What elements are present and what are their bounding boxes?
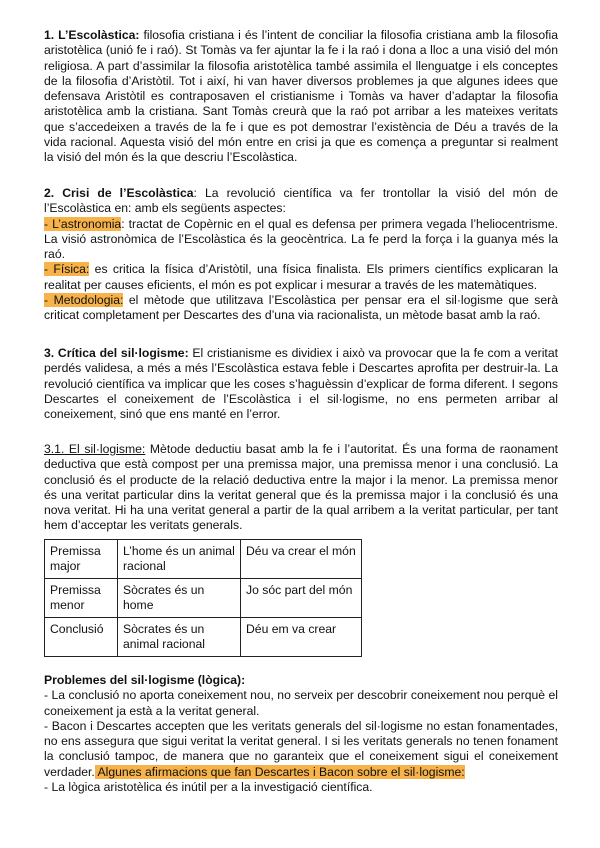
table-cell: Premissa major bbox=[45, 540, 118, 579]
item-text: : tractat de Copèrnic en el qual es defensa per primera vegada l’heliocentrisme. La visió astronòmica de l’Escolàstica és la geocèntrica. La fe perd la força i la guanya més la raó. bbox=[44, 216, 558, 262]
table-row bbox=[45, 540, 362, 579]
section-intro bbox=[44, 186, 558, 217]
item-text: es critica la física d’Aristòtil, una física finalista. Els primers científics explicaran la realitat per causes eficients, el món es pot explicar i mesurar a través de les matemàtiques. bbox=[44, 262, 558, 292]
table-cell: Jo sóc part del món bbox=[241, 579, 362, 618]
section-escolastica bbox=[44, 28, 558, 166]
list-item: - La conclusió no aporta coneixement nou, no serveix per descobrir coneixement nou perquè el coneixement ja està a la veritat general. bbox=[44, 688, 558, 718]
section-text: : La revolució científica va fer trontollar la visió del món de l’Escolàstica en: amb els següents aspectes: bbox=[44, 186, 558, 216]
section-title: 1. L’Escolàstica: bbox=[44, 28, 140, 42]
table-cell: Sòcrates és un animal racional bbox=[118, 618, 241, 657]
section-title: 2. Crisi de l’Escolàstica bbox=[44, 186, 194, 200]
section-sillogisme bbox=[44, 442, 558, 534]
section-title: 3. Crítica del sil·logisme: bbox=[44, 346, 189, 360]
table-cell: Conclusió bbox=[45, 618, 118, 657]
highlight-label: - Física: bbox=[44, 262, 90, 277]
section-text: Mètode deductiu basat amb la fe i l’autoritat. És una forma de raonament deductiva que està compost per una premissa major, una premissa menor i una conclusió. La conclusió és el producte de la relació deductiva entre la major i la menor. La premissa menor és una veritat particular dins la veritat general que és la premissa major i la conclusió és una nova veritat. Hi ha una veritat general a partir de la qual arribem a la veritat particular, per tant hem d’acceptar les veritats generals. bbox=[44, 442, 559, 533]
highlight-label: - Metodologia: bbox=[44, 293, 124, 308]
section-text: filosofia cristiana i és l’intent de conciliar la filosofia cristiana amb la filosofia aristotèlica (unió fe i raó). St Tomàs va fer ajuntar la fe i la raó i dona a lloc a una visió del món religiosa. A part d’assimilar la filosofia aristotèlica també assimila el llenguatge i els conceptes de la filosofia d’Aristòtil. Tot i així, hi van haver diversos problemes ja que algunes idees que defensava Aristòtil es contraposaven el cristianisme i Tomàs va haver d’adaptar la filosofia aristotèlica amb la cristiana. Sant Tomàs creurà que la raó pot arribar a les mateixes veritats que s’accedeixen a través de la fe i que es pot demostrar l’existència de Déu a través de la vida racional. Aquesta visió del món entre en crisi ja que es comença a preguntar si realment la visió del món és la que descriu l’Escolàstica. bbox=[44, 28, 558, 165]
table-cell: Sòcrates és un home bbox=[118, 579, 241, 618]
section-crisi bbox=[44, 186, 558, 324]
section-critica bbox=[44, 346, 558, 422]
list-item bbox=[44, 293, 558, 324]
section-title: Problemes del sil·logisme (lògica): bbox=[44, 673, 246, 687]
list-item bbox=[44, 719, 558, 780]
section-text: El cristianisme es dividiex i això va provocar que la fe com a veritat perdés validesa, a més a més l’Escolàstica estava feble i Descartes aprofita per destruir-la. La revolució científica va implicar que les coses s’haguèssin d’explicar de forma diferent. I segons Descartes el coneixement de l’Escolàstica i el sil·logisme, no ens permeten arribar al coneixement, sinó que ens manté en l’error. bbox=[44, 346, 558, 422]
table-row bbox=[45, 618, 362, 657]
list-item bbox=[44, 217, 558, 263]
table-cell: L’home és un animal racional bbox=[118, 540, 241, 579]
section-problems bbox=[44, 673, 558, 795]
table-cell: Premissa menor bbox=[45, 579, 118, 618]
table-cell: Déu em va crear bbox=[241, 618, 362, 657]
item-text: - Bacon i Descartes accepten que les veritats generals del sil·logisme no estan fonamentades, no ens assegura que sigui veritat la veritat general. I si les veritats generals no tenen fonament la conclusió tampoc, de manera que no garanteix que el coneixement sigui el coneixement verdader. bbox=[44, 718, 558, 779]
highlight-label: - L’astronomia bbox=[44, 216, 122, 231]
problems-title bbox=[44, 673, 558, 688]
list-item bbox=[44, 262, 558, 293]
highlight-text: Algunes afirmacions que fan Descartes i Bacon sobre el sil·logisme: bbox=[94, 764, 465, 779]
table-cell: Déu va crear el món bbox=[241, 540, 362, 579]
item-text: el mètode que utilitzava l’Escolàstica per pensar era el sil·logisme que serà criticat completament per Descartes des d’una via racionalista, un mètode basat amb la raó. bbox=[44, 293, 558, 323]
table-row bbox=[45, 579, 362, 618]
syllogism-table bbox=[44, 539, 362, 657]
list-item: - La lògica aristotèlica és inútil per a la investigació científica. bbox=[44, 780, 373, 795]
subsection-title: 3.1. El sil·logisme: bbox=[44, 442, 146, 456]
